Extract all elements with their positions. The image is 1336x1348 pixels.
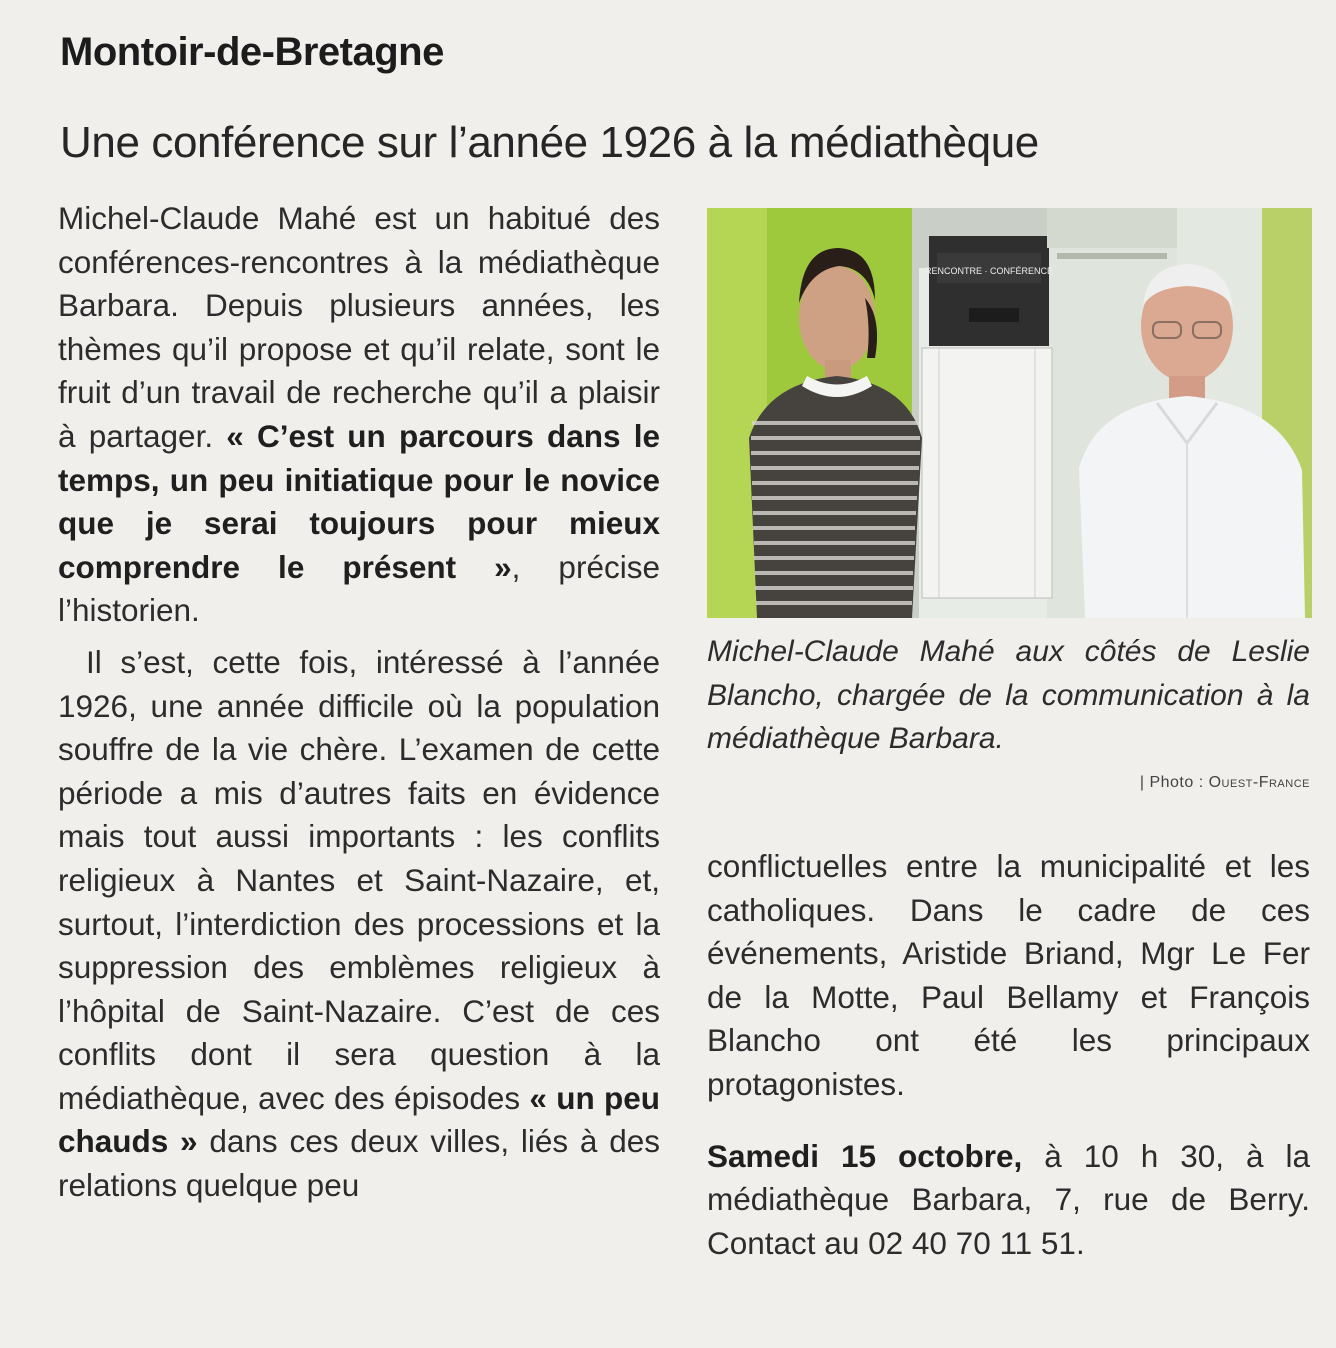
article-headline: Une conférence sur l’année 1926 à la médiathèque bbox=[60, 118, 1039, 167]
article-column-left bbox=[58, 197, 660, 1208]
poster-text: RENCONTRE · CONFÉRENCE bbox=[924, 266, 1054, 276]
article-column-right bbox=[707, 845, 1310, 1265]
photo-caption bbox=[707, 630, 1310, 761]
credit-source: Ouest-France bbox=[1208, 774, 1310, 791]
paragraph-2-end: dans ces deux villes, liés à des relations quelque peu bbox=[58, 1123, 660, 1204]
event-info bbox=[707, 1135, 1310, 1266]
section-rubric: Montoir-de-Bretagne bbox=[60, 30, 444, 74]
paragraph-1-end: , précise l’historien. bbox=[58, 548, 660, 629]
episodes-quote: « un peu chauds » bbox=[58, 1079, 660, 1160]
article-photo bbox=[707, 208, 1312, 618]
event-date: Samedi 15 octobre, bbox=[707, 1137, 1023, 1174]
credit-prefix: | Photo : bbox=[1139, 774, 1209, 791]
photo-credit bbox=[1140, 774, 1310, 792]
historian-quote: « C’est un parcours dans le temps, un peu initiatique pour le novice que je serai toujours pour mieux comprendre le présent » bbox=[58, 417, 660, 585]
event-details: à 10 h 30, à la médiathèque Barbara, 7, rue de Berry. Contact au 02 40 70 11 51. bbox=[707, 1137, 1310, 1261]
caption-text: Michel-Claude Mahé aux côtés de Leslie Blancho, chargée de la communication à la médiathèque Barbara. bbox=[707, 635, 1310, 755]
paragraph-2-text: Il s’est, cette fois, intéressé à l’année 1926, une année difficile où la population souffre de la vie chère. L’examen de cette période a mis d’autres faits en évidence mais tout aussi importants : les conflits religieux à Nantes et Saint-Nazaire, et, surtout, l’interdiction des processions et la suppression des emblèmes religieux à l’hôpital de Saint-Nazaire. C’est de ces conflits dont il sera question à la médiathèque, avec des épisodes bbox=[58, 643, 660, 1116]
paragraph-2 bbox=[58, 641, 660, 1208]
paragraph-2-continued: conflictuelles entre la municipalité et les catholiques. Dans le cadre de ces événements, Aristide Briand, Mgr Le Fer de la Motte, Paul Bellamy et François Blancho ont été les principaux protagonistes. bbox=[707, 848, 1310, 1102]
paragraph-1 bbox=[58, 197, 660, 633]
paragraph-1-text: Michel-Claude Mahé est un habitué des conférences-rencontres à la médiathèque Barbara. Depuis plusieurs années, les thèmes qu’il propose et qu’il relate, sont le fruit d’un travail de recherche qu’il a plaisir à partager. bbox=[58, 200, 660, 454]
